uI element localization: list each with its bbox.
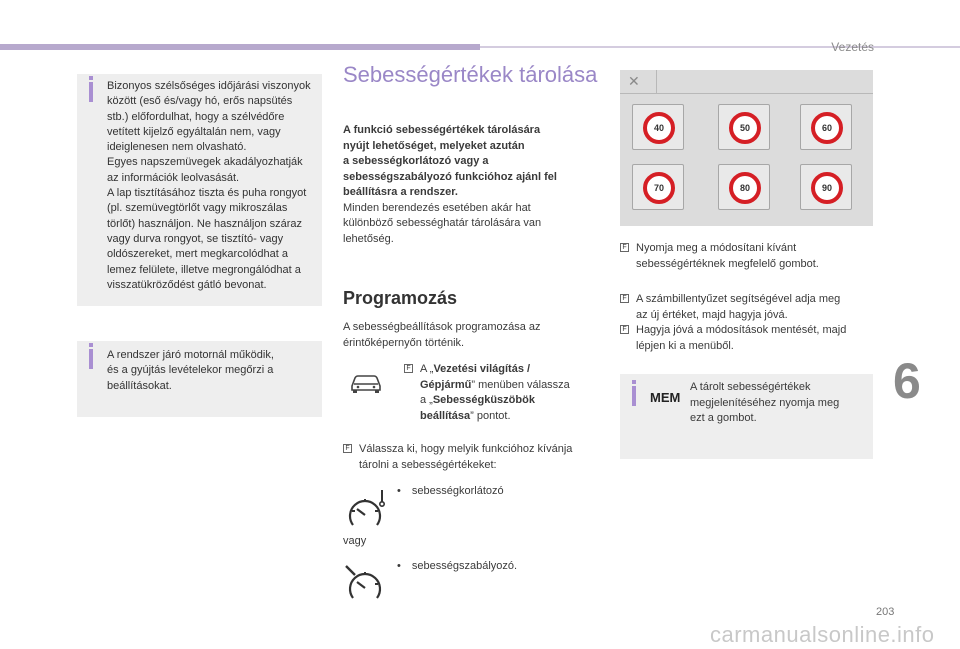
step1-text: ” pontot. [470, 409, 511, 422]
info-icon [89, 82, 93, 102]
note-line: oldószereket, mert megkarcolódhat a [107, 248, 288, 261]
header-rule [480, 46, 960, 48]
mem-line: ezt a gombot. [690, 412, 757, 424]
step-press-value [620, 241, 880, 272]
speed-button-2[interactable] [718, 104, 770, 150]
step1-text: a „ [420, 394, 433, 406]
or-word: vagy [343, 535, 367, 547]
speed-sign: 80 [729, 172, 761, 204]
step-marker: F [620, 294, 629, 303]
menu-name-2: Gépjármű [420, 378, 472, 391]
option-cruise [397, 559, 517, 575]
step1-text: A „ [420, 363, 434, 375]
intro-bold-line: nyújt lehetőséget, melyeket azután [343, 139, 525, 152]
mem-button-label: MEM [650, 390, 681, 405]
speed-limiter-icon [343, 487, 387, 531]
step4-line: A számbillentyűzet segítségével adja meg [636, 293, 841, 305]
mem-line: megjelenítéséhez nyomja meg [690, 396, 840, 409]
menu-item-2: beállítása [420, 409, 471, 422]
note-line: Egyes napszemüvegek akadályozhatják [107, 156, 303, 169]
speed-button-3[interactable] [800, 104, 852, 150]
car-icon [349, 372, 383, 394]
option-limiter [397, 484, 504, 500]
speed-sign: 40 [643, 112, 675, 144]
step3-line: sebességértéknek megfelelő gombot. [636, 257, 819, 270]
menu-item-1: Sebességküszöbök [432, 394, 535, 406]
note-line: között (eső és/vagy hó, erős napsütés [107, 95, 293, 108]
note-line: visszatükröződést gátló bevonat. [107, 278, 267, 291]
note-line: A rendszer járó motornál működik, [107, 349, 274, 361]
note-line: vetített kijelző egyáltalán nem, vagy [107, 125, 281, 138]
info-icon [632, 386, 636, 406]
intro-bold-line: A funkció sebességértékek tárolására [343, 124, 541, 136]
note-line: és a gyújtás levételekor megőrzi a [107, 364, 274, 377]
step-marker: F [343, 444, 352, 453]
step2-line: tárolni a sebességértékeket: [359, 458, 497, 471]
header-divider [656, 70, 657, 94]
note-line: A lap tisztításához tiszta és puha rongyot [107, 187, 307, 200]
cruise-control-icon [343, 562, 387, 602]
speed-sign: 50 [729, 112, 761, 144]
intro-line: lehetőség. [343, 232, 394, 245]
step3-line: Nyomja meg a módosítani kívánt [636, 242, 797, 254]
menu-name-1: Vezetési világítás / [433, 363, 531, 375]
step-menu [404, 362, 599, 424]
step4-line: az új értéket, majd hagyja jóvá. [636, 308, 788, 321]
intro-line: különböző sebességhatár tárolására van [343, 217, 542, 229]
note-line: Bizonyos szélsőséges időjárási viszonyok [107, 80, 311, 92]
chapter-title: Vezetés [831, 40, 874, 54]
intro-bold-line: beállításra a rendszer. [343, 186, 458, 198]
step5-line: lépjen ki a menüből. [636, 339, 734, 352]
intro-bold-line: sebességszabályozó funkcióhoz ajánl fel [343, 170, 557, 183]
step-enter-value [620, 292, 880, 323]
step2-line: Válassza ki, hogy melyik funkcióhoz kívánja [359, 443, 573, 455]
speed-sign: 90 [811, 172, 843, 204]
programming-text [343, 320, 598, 351]
bullet-dot: • [397, 560, 401, 572]
bullet-dot: • [397, 485, 401, 497]
mem-line: A tárolt sebességértékek [690, 381, 811, 393]
note-line: beállításokat. [107, 379, 172, 392]
note-line: törlőt) használjon. Ne használjon száraz [107, 217, 303, 230]
mem-note-text [690, 380, 870, 427]
subsection-title: Programozás [343, 288, 458, 308]
step-marker: F [620, 325, 629, 334]
intro-line: Minden berendezés esetében akár hat [343, 201, 531, 214]
note-line: vagy durva rongyot, se tisztító- vagy [107, 232, 284, 245]
chapter-number: 6 [893, 353, 921, 409]
step1-text: ” menüben válassza [471, 378, 570, 391]
header-accent-bar [0, 44, 480, 50]
note-line: lemez felülete, illetve megrongálódhat a [107, 263, 301, 276]
page-number: 203 [876, 606, 895, 618]
intro-paragraph [343, 123, 598, 247]
watermark: carmanualsonline.info [710, 622, 935, 647]
close-icon[interactable]: ✕ [628, 73, 640, 89]
option-cruise-label: sebességszabályozó. [411, 560, 518, 572]
option-limiter-label: sebességkorlátozó [411, 485, 504, 497]
info-icon [89, 349, 93, 369]
note-line: az információk leolvasását. [107, 171, 240, 184]
step-marker: F [620, 243, 629, 252]
note-line: (pl. szemüvegtörlőt vagy mikroszálas [107, 202, 288, 215]
speed-button-5[interactable] [718, 164, 770, 210]
screen-header [620, 70, 873, 94]
step5-line: Hagyja jóvá a módosítások mentését, majd [636, 324, 847, 336]
speed-memory-screen [620, 70, 873, 226]
section-title: Sebességértékek tárolása [343, 62, 598, 87]
step-select-function [343, 442, 603, 473]
note-line: stb.) előfordulhat, hogy a szélvédőre [107, 110, 285, 123]
speed-button-1[interactable] [632, 104, 684, 150]
note-line: ideiglenesen nem olvasható. [107, 141, 247, 154]
speed-button-4[interactable] [632, 164, 684, 210]
intro-bold-line: a sebességkorlátozó vagy a [343, 155, 489, 167]
prog-line: érintőképernyőn történik. [343, 336, 465, 349]
speed-sign: 60 [811, 112, 843, 144]
speed-button-6[interactable] [800, 164, 852, 210]
system-note [77, 341, 322, 417]
weather-note [77, 74, 322, 306]
step-confirm [620, 323, 880, 354]
step-marker: F [404, 364, 413, 373]
speed-sign: 70 [643, 172, 675, 204]
prog-line: A sebességbeállítások programozása az [343, 321, 541, 333]
